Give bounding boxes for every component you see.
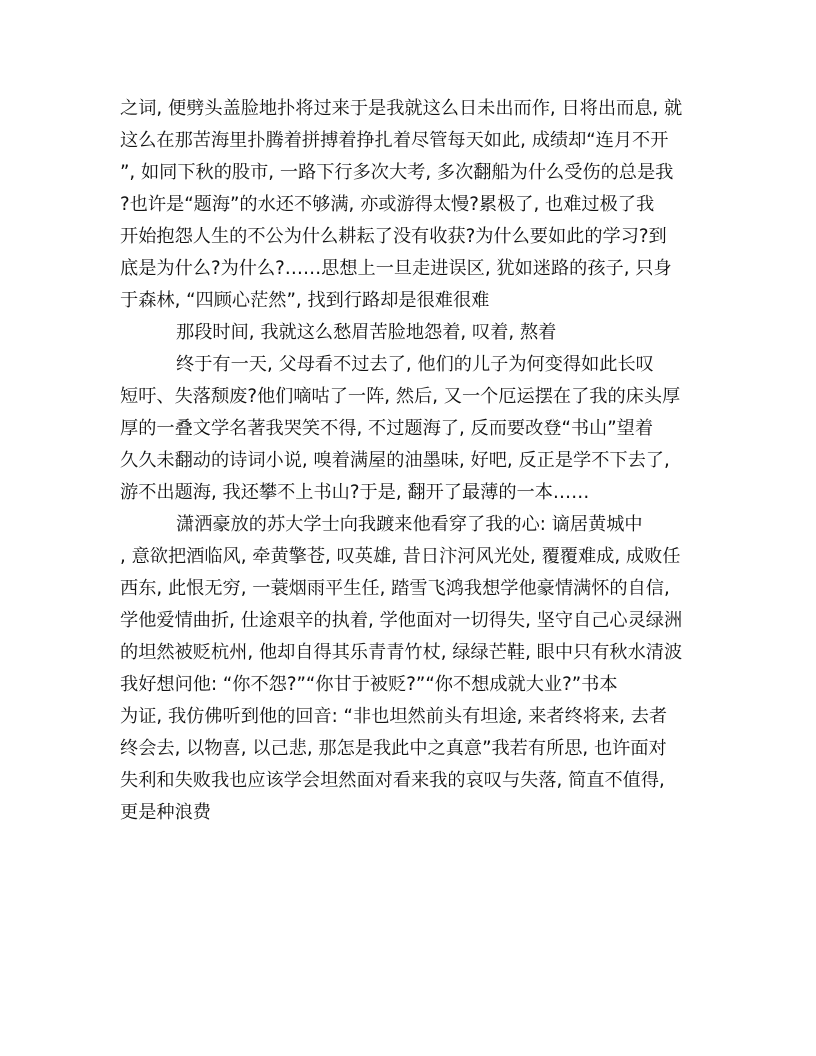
text-line: 西东, 此恨无穷, 一蓑烟雨平生任, 踏雪飞鸿我想学他豪情满怀的自信, [120, 578, 670, 599]
text-line: 的坦然被贬杭州, 他却自得其乐青青竹杖, 绿绿芒鞋, 眼中只有秋水清波 [120, 642, 683, 663]
essay-text [120, 93, 700, 829]
text-line: 底是为什么?为什么?……思想上一旦走进误区, 犹如迷路的孩子, 只身 [120, 258, 672, 279]
text-line: 更是种浪费 [120, 802, 211, 823]
text-line: 为证, 我仿佛听到他的回音: “非也坦然前头有坦途, 来者终将来, 去者 [120, 706, 668, 727]
text-line: 之词, 便劈头盖脸地扑将过来于是我就这么日未出而作, 日将出而息, 就 [120, 98, 683, 119]
text-line: 久久未翻动的诗词小说, 嗅着满屋的油墨味, 好吧, 反正是学不下去了, [120, 450, 670, 471]
text-line: 终会去, 以物喜, 以己悲, 那怎是我此中之真意”我若有所思, 也许面对 [120, 738, 667, 759]
paragraph-start-line: 潇洒豪放的苏大学士向我踱来他看穿了我的心: 谪居黄城中 [176, 514, 643, 535]
text-line: ?也许是“题海”的水还不够满, 亦或游得太慢?累极了, 也难过极了我 [120, 194, 655, 215]
text-line: 厚的一叠文学名著我哭笑不得, 不过题海了, 反而要改登“书山”望着 [120, 418, 654, 439]
text-line: 我好想问他: “你不怨?”“你甘于被贬?”“你不想成就大业?”书本 [120, 674, 618, 695]
text-line: ”, 如同下秋的股市, 一路下行多次大考, 多次翻船为什么受伤的总是我 [120, 162, 674, 183]
text-line: , 意欲把酒临风, 牵黄擎苍, 叹英雄, 昔日汴河风光处, 覆覆难成, 成败任 [120, 546, 681, 567]
text-line: 短吁、失落颓废?他们嘀咕了一阵, 然后, 又一个厄运摆在了我的床头厚 [120, 386, 681, 407]
text-line: 于森林, “四顾心茫然”, 找到行路却是很难很难 [120, 290, 490, 311]
text-line: 失利和失败我也应该学会坦然面对看来我的哀叹与失落, 简直不值得, [120, 770, 665, 791]
text-line: 开始抱怨人生的不公为什么耕耘了没有收获?为什么要如此的学习?到 [120, 226, 667, 247]
paragraph-start-line: 终于有一天, 父母看不过去了, 他们的儿子为何变得如此长叹 [176, 354, 654, 375]
text-line: 学他爱情曲折, 仕途艰辛的执着, 学他面对一切得失, 坚守自己心灵绿洲 [120, 610, 683, 631]
text-line: 这么在那苦海里扑腾着拼搏着挣扎着尽管每天如此, 成绩却“连月不开 [120, 130, 669, 151]
paragraph-start-line: 那段时间, 我就这么愁眉苦脸地怨着, 叹着, 熬着 [176, 322, 557, 343]
text-line: 游不出题海, 我还攀不上书山?于是, 翻开了最薄的一本…… [120, 482, 590, 503]
